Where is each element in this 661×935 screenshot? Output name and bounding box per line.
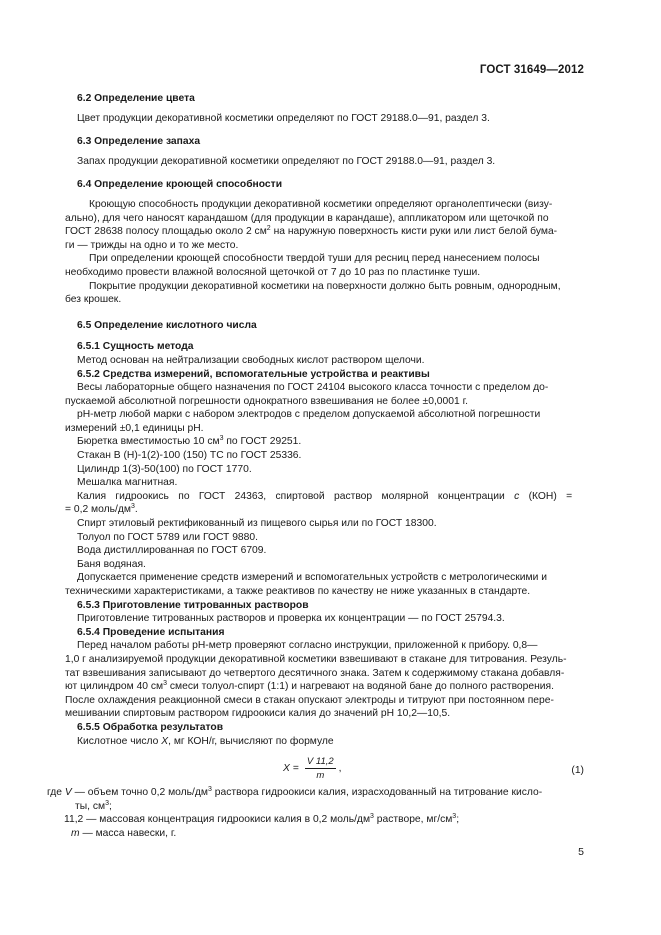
- section-6-5-1-text: Метод основан на нейтрализации свободных кислот раствором щелочи.: [77, 354, 425, 366]
- text-line: рН-метр любой марки с набором электродов с пределом допускаемой абсолютной погрешности: [77, 409, 541, 421]
- text-line: Допускается применение средств измерений и вспомогательных устройств с метрологическими и: [77, 572, 547, 584]
- text-line: Кроющую способность продукции декоративной косметики определяют органолептически (визу-: [89, 198, 553, 210]
- section-6-5-3-title: 6.5.3 Приготовление титрованных растворов: [77, 599, 309, 611]
- text-line: ально), для чего наносят карандашом (для продукции в карандаше), аппликатором или щеточкой по: [65, 212, 549, 224]
- text-line: тат взвешивания записывают до четвертого десятичного знака. Затем к содержимому стакана добавля-: [65, 667, 565, 679]
- section-6-3-text: Запах продукции декоративной косметики определяют по ГОСТ 29188.0—91, раздел 3.: [77, 155, 496, 167]
- text-line: пускаемой абсолютной погрешности однократного взвешивания не более ±0,0001 г.: [65, 395, 468, 407]
- text-line: техническими характеристиками, а также реактивов по качеству не ниже указанных в стандарте.: [65, 586, 531, 597]
- text-line: Перед началом работы рН-метр проверяют согласно инструкции, приложенной к прибору. 0,8—: [77, 640, 538, 652]
- legend-item-v-cont: ты, $см^3$;: [75, 799, 112, 812]
- text-line: При определении кроющей способности твердой туши для ресниц перед нанесением полосы: [89, 253, 540, 265]
- section-6-4-title: 6.4 Определение кроющей способности: [77, 179, 283, 191]
- text-line: Весы лабораторные общего назначения по ГОСТ 24104 высокого класса точности с пределом до-: [77, 382, 549, 394]
- formula-legend: [47, 786, 584, 840]
- text-line: Калия гидроокись по ГОСТ 24363, спиртовой раствор молярной концентрации c (КОН) =: [77, 490, 573, 502]
- legend-item-11-2: 11,2 — массовая концентрация гидроокиси калия в 0,2 моль/$дм^3$ растворе, $мг/см^3$;: [64, 813, 460, 826]
- section-6-2-title: 6.2 Определение цвета: [77, 93, 195, 104]
- formula-1: [77, 752, 584, 786]
- section-6-5-title: 6.5 Определение кислотного числа: [77, 319, 257, 331]
- formula-number: (1): [571, 765, 584, 777]
- text-line: = 0,2 моль/$дм^3$.: [65, 503, 138, 516]
- legend-item-v: где V — объем точно 0,2 моль/$дм^3$ раствора гидроокиси калия, израсходованный на титрование кисло-: [47, 786, 543, 799]
- text-line: Толуол по ГОСТ 5789 или ГОСТ 9880.: [77, 531, 258, 543]
- formula-expression: [283, 756, 342, 781]
- section-6-4-paragraph-1: [65, 198, 584, 252]
- text-line: ют цилиндром 40 $см^3$ смеси толуол-спирт (1:1) и нагревают на водяной бане до полного растворения.: [65, 680, 554, 693]
- text-line: 1,0 г анализируемой продукции декоративной косметики взвешивают в стакане для титрования. Резуль-: [65, 653, 567, 665]
- section-6-3-title: 6.3 Определение запаха: [77, 136, 201, 148]
- text-line: ГОСТ 28638 полосу площадью около 2 $см^2$ на наружную поверхность кисти руки или лист белой бума-: [65, 225, 558, 238]
- text-line: Мешалка магнитная.: [77, 477, 178, 489]
- legend-item-m: m — масса навески, г.: [71, 827, 177, 839]
- text-line: необходимо провести влажной волосяной щеточкой от 7 до 10 раз по пластинке туши.: [65, 266, 481, 278]
- section-6-5-5-title: 6.5.5 Обработка результатов: [77, 721, 224, 733]
- document-body: [47, 92, 584, 841]
- text-line: Стакан В (Н)-1(2)-100 (150) ТС по ГОСТ 25336.: [77, 450, 302, 462]
- formula-numerator: V 11,2: [306, 756, 334, 768]
- text-line: измерений ±0,1 единицы рН.: [65, 422, 204, 434]
- text-line: Вода дистиллированная по ГОСТ 6709.: [77, 545, 267, 557]
- section-6-2-text: Цвет продукции декоративной косметики определяют по ГОСТ 29188.0—91, раздел 3.: [77, 112, 490, 124]
- section-6-5-2-title: 6.5.2 Средства измерений, вспомогательные устройства и реактивы: [77, 368, 430, 380]
- text-line: Баня водяная.: [77, 558, 146, 570]
- section-6-4-paragraph-3: [65, 280, 584, 307]
- text-line: Покрытие продукции декоративной косметики на поверхности должно быть ровным, однородным,: [89, 280, 561, 292]
- page-number: 5: [578, 846, 584, 858]
- section-6-5-4-title: 6.5.4 Проведение испытания: [77, 626, 225, 638]
- formula-comma: ,: [338, 762, 342, 774]
- formula-denominator: m: [316, 770, 325, 782]
- text-line: Бюретка вместимостью 10 $см^3$ по ГОСТ 29251.: [77, 435, 302, 448]
- document-code: ГОСТ 31649—2012: [479, 64, 584, 76]
- text-line: Кислотное число Х, мг КОН/г, вычисляют по формуле: [77, 735, 334, 747]
- section-6-5-3-text: Приготовление титрованных растворов и проверка их концентрации — по ГОСТ 25794.3.: [77, 613, 505, 625]
- section-6-4-paragraph-2: [65, 252, 584, 279]
- formula-lhs: X: [283, 762, 290, 774]
- text-line: ги — трижды на одно и то же место.: [65, 239, 239, 251]
- text-line: После охлаждения реакционной смеси в стакан опускают электроды и титруют при постоянном пере-: [65, 694, 554, 706]
- section-6-5-1-title: 6.5.1 Сущность метода: [77, 341, 194, 353]
- formula-fraction: [305, 756, 336, 781]
- text-line: без крошек.: [65, 294, 122, 306]
- text-line: Цилиндр 1(3)-50(100) по ГОСТ 1770.: [77, 463, 252, 475]
- text-line: Спирт этиловый ректификованный из пищевого сырья или по ГОСТ 18300.: [77, 518, 437, 530]
- text-line: мешивании спиртовым раствором гидроокиси калия до значений рН 10,2—10,5.: [65, 708, 451, 720]
- formula-equals: =: [292, 762, 299, 774]
